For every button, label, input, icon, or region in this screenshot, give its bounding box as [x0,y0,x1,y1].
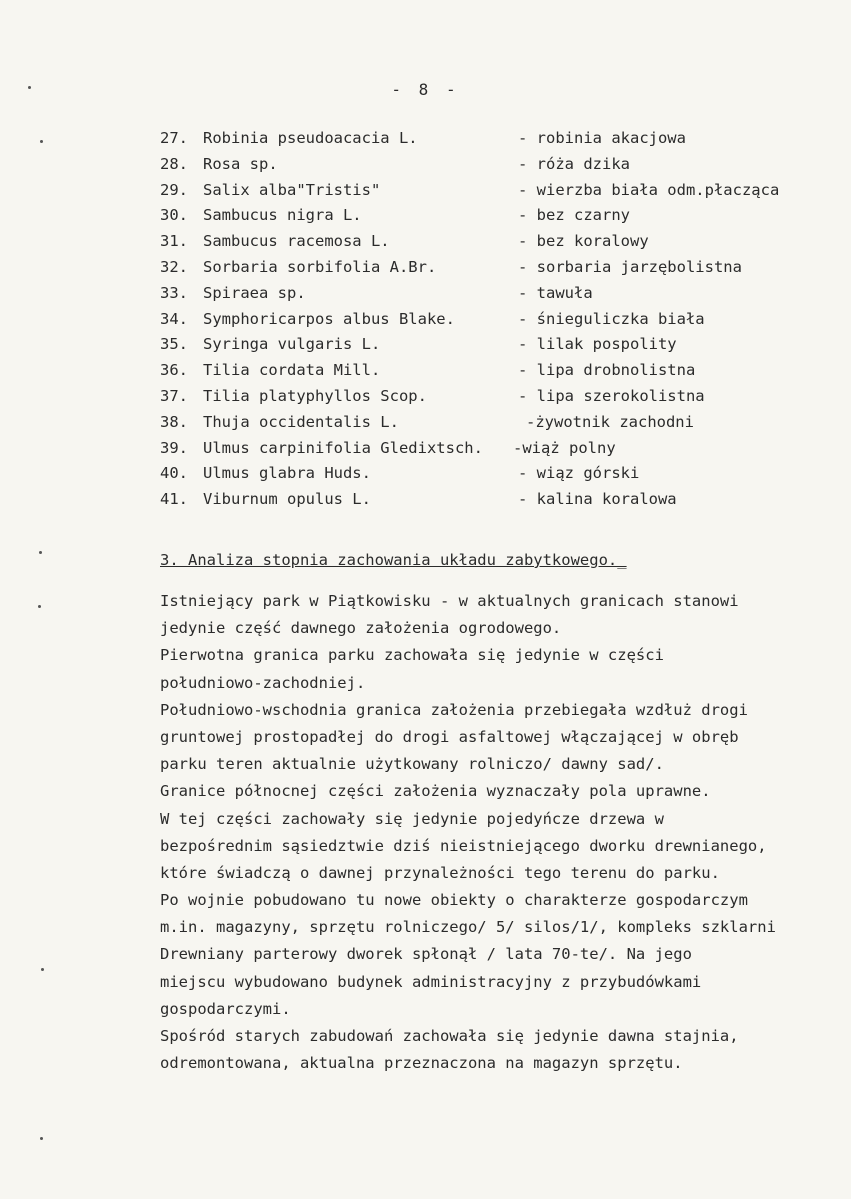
item-number: 41. [160,490,188,509]
latin-name: Ulmus glabra Huds. [203,464,371,483]
item-number: 32. [160,257,188,276]
margin-speck [28,86,31,89]
latin-name: Sambucus nigra L. [203,206,362,225]
latin-name: Tilia platyphyllos Scop. [203,386,427,405]
text-line: południowo-zachodniej. [160,673,366,692]
page-number: - 8 - [391,80,460,99]
item-number: 34. [160,309,188,328]
item-number: 35. [160,335,188,354]
text-line: Południowo-wschodnia granica założenia przebiegała wzdłuż drogi [160,700,748,719]
polish-name: -żywotnik zachodni [526,412,694,431]
polish-name: - lilak pospolity [518,335,677,354]
item-number: 30. [160,206,188,225]
latin-name: Rosa sp. [203,154,278,173]
list-item [160,335,840,361]
latin-name: Thuja occidentalis L. [203,412,399,431]
text-line: jedynie część dawnego założenia ogrodowego. [160,619,562,638]
species-list [160,129,840,516]
item-number: 39. [160,438,188,457]
text-line: odremontowana, aktualna przeznaczona na magazyn sprzętu. [160,1054,683,1073]
list-item [160,464,840,490]
text-line: miejscu wybudowano budynek administracyjny z przybudówkami [160,972,702,991]
item-number: 27. [160,129,188,147]
item-number: 28. [160,154,188,173]
text-line: które świadczą o dawnej przynależności tego terenu do parku. [160,863,720,882]
text-line: m.in. magazyny, sprzętu rolniczego/ 5/ silos/1/, kompleks szklarni [160,918,776,937]
polish-name: - róża dzika [518,154,630,173]
polish-name: - lipa drobnolistna [518,361,696,380]
list-item [160,284,840,310]
list-item [160,155,840,181]
text-line: Granice północnej części założenia wyznaczały pola uprawne. [160,782,711,801]
item-number: 40. [160,464,188,483]
body-paragraph [160,592,850,1081]
text-line: Drewniany parterowy dworek spłonął / lata 70-te/. Na jego [160,945,692,964]
list-item [160,181,840,207]
latin-name: Salix alba"Tristis" [203,180,381,199]
list-item [160,232,840,258]
list-item [160,129,840,155]
latin-name: Viburnum opulus L. [203,490,371,509]
polish-name: - sorbaria jarzębolistna [518,257,742,276]
list-item [160,361,840,387]
item-number: 29. [160,180,188,199]
margin-speck [41,968,44,971]
item-number: 36. [160,361,188,380]
list-item [160,413,840,439]
latin-name: Symphoricarpos albus Blake. [203,309,455,328]
polish-name: - wierzba biała odm.płacząca [518,180,780,199]
polish-name: - robinia akacjowa [518,129,686,147]
text-line: Pierwotna granica parku zachowała się jedynie w części [160,646,664,665]
latin-name: Tilia cordata Mill. [203,361,381,380]
item-number: 31. [160,232,188,251]
latin-name: Sorbaria sorbifolia A.Br. [203,257,437,276]
polish-name: - tawuła [518,283,593,302]
item-number: 37. [160,386,188,405]
polish-name: -wiąż polny [513,438,616,457]
latin-name: Ulmus carpinifolia Gledixtsch. [203,438,483,457]
polish-name: - kalina koralowa [518,490,677,509]
latin-name: Spiraea sp. [203,283,306,302]
latin-name: Robinia pseudoacacia L. [203,129,418,147]
list-item [160,439,840,465]
text-line: bezpośrednim sąsiedztwie dziś nieistniejącego dworku drewnianego, [160,836,767,855]
latin-name: Sambucus racemosa L. [203,232,390,251]
text-line: parku teren aktualnie użytkowany rolniczo/ dawny sad/. [160,755,664,774]
text-line: Istniejący park w Piątkowisku - w aktualnych granicach stanowi [160,592,739,610]
margin-speck [40,140,43,143]
item-number: 38. [160,412,188,431]
polish-name: - bez czarny [518,206,630,225]
list-item [160,387,840,413]
margin-speck [40,1137,43,1140]
margin-speck [38,605,41,608]
text-line: W tej części zachowały się jedynie pojedyńcze drzewa w [160,809,664,828]
polish-name: - wiąz górski [518,464,640,483]
text-line: gruntowej prostopadłej do drogi asfaltowej włączającej w obręb [160,727,739,746]
text-line: gospodarczymi. [160,999,291,1018]
polish-name: - lipa szerokolistna [518,386,705,405]
latin-name: Syringa vulgaris L. [203,335,381,354]
polish-name: - bez koralowy [518,232,649,251]
list-item [160,258,840,284]
section-heading: 3. Analiza stopnia zachowania układu zabytkowego._ [160,551,627,569]
margin-speck [39,551,42,554]
text-line: Spośród starych zabudowań zachowała się jedynie dawna stajnia, [160,1027,739,1045]
polish-name: - śnieguliczka biała [518,309,705,328]
list-item [160,490,840,516]
item-number: 33. [160,283,188,302]
text-line: Po wojnie pobudowano tu nowe obiekty o charakterze gospodarczym [160,891,748,910]
list-item [160,206,840,232]
list-item [160,310,840,336]
